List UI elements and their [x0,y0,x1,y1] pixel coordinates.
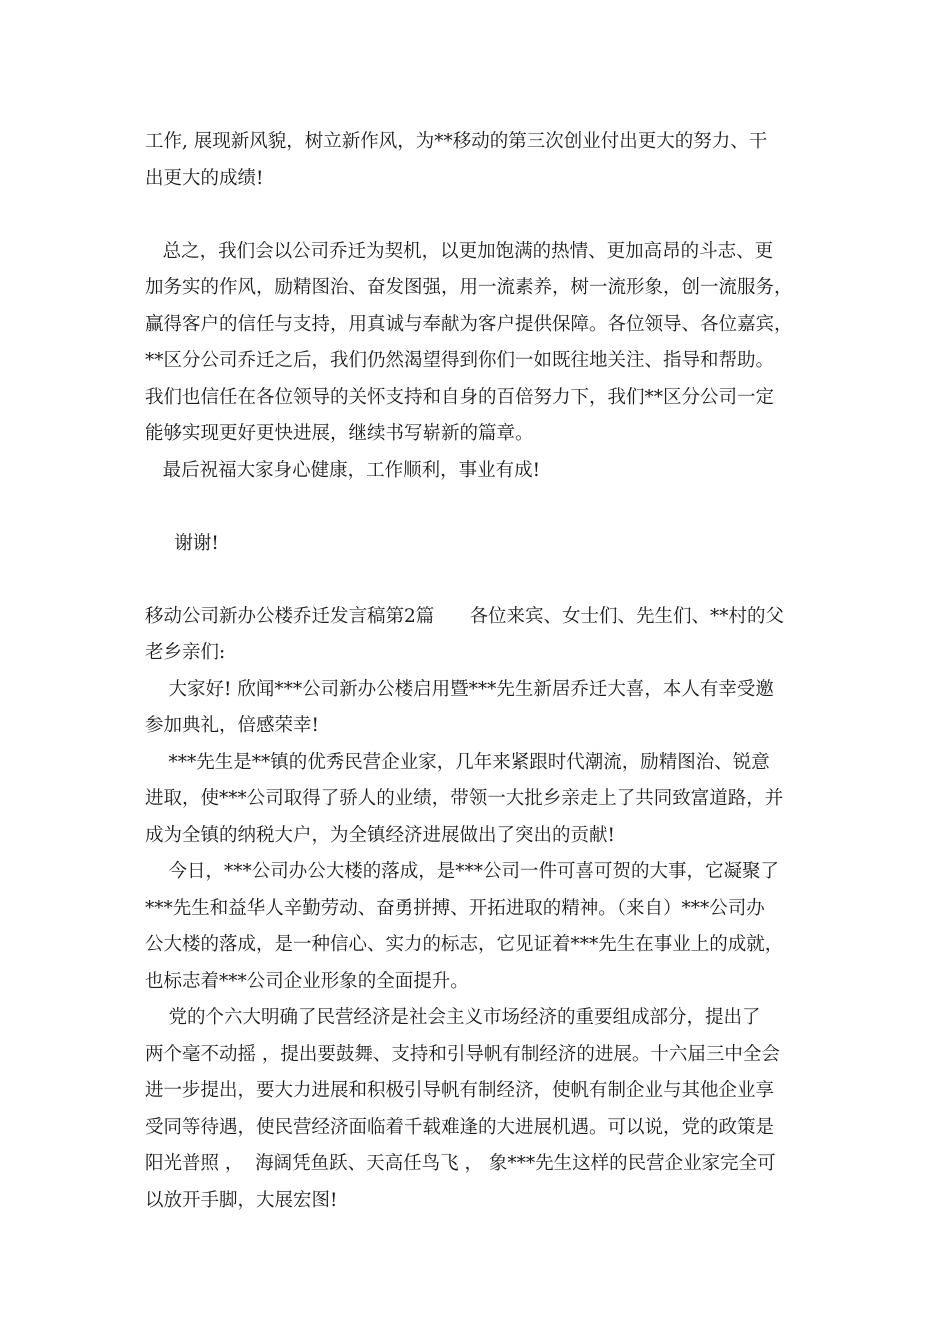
text-line: 我们也信任在各位领导的关怀支持和自身的百倍努力下，我们**区分公司一定 [145,386,775,408]
text-line: 两个毫不动摇 ，提出要鼓舞、支持和引导帆有制经济的进展。十六届三中全会 [145,1043,780,1065]
text-line: 工作, 展现新风貌，树立新作风，为**移动的第三次创业付出更大的努力、干 [145,131,768,152]
text-line: 大家好! 欣闻***公司新办公楼启用暨***先生新居乔迁大喜，本人有幸受邀 [145,678,774,700]
section-heading-paragraph [145,599,810,672]
paragraph-spacer [145,562,810,599]
text-line: **区分公司乔迁之后，我们仍然渴望得到你们一如既往地关注、指导和帮助。 [145,350,775,371]
paragraph [145,453,810,490]
text-line: 也标志着***公司企业形象的全面提升。 [145,970,469,992]
text-line: ***先生是**镇的优秀民营企业家，几年来紧跟时代潮流，励精图治、锐意 [145,751,770,773]
paragraph [145,854,810,1000]
text-line: 公大楼的落成，是一种信心、实力的标志，它见证着***先生在事业上的成就， [145,934,784,955]
text-line: 加务实的作风，励精图治、奋发图强，用一流素养，树一流形象，创一流服务， [145,277,793,298]
paragraph-spacer [145,489,810,526]
paragraph [145,672,810,745]
text-line: 党的个六大明确了民营经济是社会主义市场经济的重要组成部分，提出了 [145,1007,761,1028]
paragraph [145,124,810,197]
text-line: ***先生和益华人辛勤劳动、奋勇拼搏、开拓进取的精神。（来自）***公司办 [145,897,765,919]
text-line: 受同等待遇，使民营经济面临着千载难逢的大进展机遇。可以说，党的政策是 [145,1116,775,1138]
text-line: 老乡亲们: [145,642,226,663]
text-line: 谢谢! [145,532,219,554]
text-line: 出更大的成绩! [145,167,264,189]
paragraph [145,526,810,563]
text-line: 进取，使***公司取得了骄人的业绩，带领一大批乡亲走上了共同致富道路，并 [145,788,784,809]
text-line: 最后祝福大家身心健康，工作顺利，事业有成! [145,459,541,481]
paragraph [145,745,810,855]
text-line: 赢得客户的信任与支持，用真诚与奉献为客户提供保障。各位领导、各位嘉宾， [145,313,793,335]
text-line: 移动公司新办公楼乔迁发言稿第2篇 各位来宾、女士们、先生们、**村的父 [145,605,785,627]
paragraph-spacer [145,197,810,234]
document-body [145,124,810,1219]
text-line: 阳光普照 ， 海阔凭鱼跃、天高任鸟飞 ， 象***先生这样的民营企业家完全可 [145,1153,776,1174]
text-line: 进一步提出，要大力进展和积极引导帆有制经济，使帆有制企业与其他企业享 [145,1080,775,1101]
text-line: 参加典礼，倍感荣幸! [145,715,319,736]
paragraph [145,234,810,453]
paragraph [145,1000,810,1219]
text-line: 总之，我们会以公司乔迁为契机，以更加饱满的热情、更加高昂的斗志、更 [145,240,774,262]
text-line: 能够实现更好更快进展，继续书写崭新的篇章。 [145,423,534,444]
text-line: 以放开手脚，大展宏图! [145,1189,338,1211]
text-line: 成为全镇的纳税大户，为全镇经济进展做出了突出的贡献! [145,824,615,846]
text-line: 今日，***公司办公大楼的落成，是***公司一件可喜可贺的大事，它凝聚了 [145,861,780,882]
